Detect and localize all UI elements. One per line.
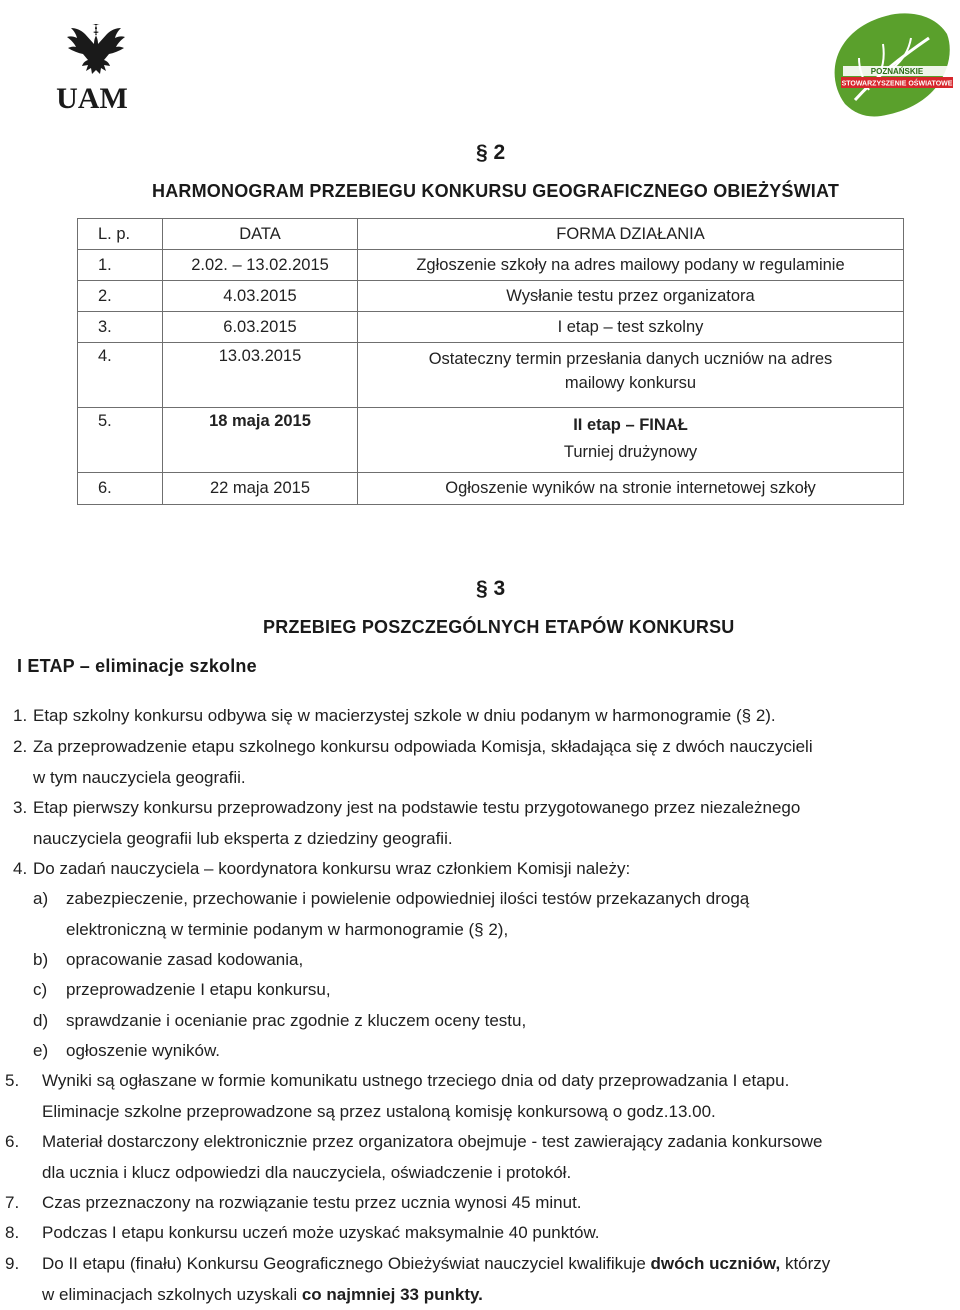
item-number: 6. xyxy=(5,1127,19,1158)
row-form: Zgłoszenie szkoły na adres mailowy podany w regulaminie xyxy=(358,250,904,281)
item-number: 4. xyxy=(13,854,27,885)
table-row xyxy=(78,312,904,343)
item-text-bold: co najmniej 33 punkty. xyxy=(302,1285,483,1304)
logo-line2: STOWARZYSZENIE OŚWIATOWE xyxy=(842,79,953,88)
table-row xyxy=(78,408,904,473)
row-date: 22 maja 2015 xyxy=(163,473,358,505)
row-form-final xyxy=(358,408,904,473)
poznanskie-stowarzyszenie-logo xyxy=(825,8,955,126)
item-text-part: którzy xyxy=(780,1254,830,1273)
row-date: 6.03.2015 xyxy=(163,312,358,343)
item-text-part: Do II etapu (finału) Konkursu Geograficznego Obieżyświat nauczyciel kwalifikuje xyxy=(42,1254,651,1273)
row-form-sub: Turniej drużynowy xyxy=(366,439,895,466)
uam-logo-text: UAM xyxy=(56,82,128,114)
table-row xyxy=(78,250,904,281)
sub-item-letter: c) xyxy=(33,975,47,1006)
table-header-row xyxy=(78,219,904,250)
item-number: 2. xyxy=(13,732,27,763)
table-row xyxy=(78,281,904,312)
sub-item-text: sprawdzanie i ocenianie prac zgodnie z kluczem oceny testu, xyxy=(66,1006,526,1037)
item-number: 5. xyxy=(5,1066,19,1097)
header-date: DATA xyxy=(163,219,358,250)
logo-line1: POZNAŃSKIE xyxy=(871,67,924,76)
item-number: 1. xyxy=(13,701,27,732)
row-form: II etap – FINAŁ xyxy=(366,412,895,439)
row-form: I etap – test szkolny xyxy=(358,312,904,343)
header-lp: L. p. xyxy=(78,219,163,250)
header-form: FORMA DZIAŁANIA xyxy=(358,219,904,250)
item-text: Materiał dostarczony elektronicznie przez organizatora obejmuje - test zawierający zadania konkursowe xyxy=(42,1127,823,1158)
sub-item-text: opracowanie zasad kodowania, xyxy=(66,945,303,976)
item-text-cont xyxy=(42,1280,483,1310)
row-form: Ostateczny termin przesłania danych uczniów na adres mailowy konkursu xyxy=(358,343,904,408)
item-number: 8. xyxy=(5,1218,19,1249)
row-date: 4.03.2015 xyxy=(163,281,358,312)
sub-item-letter: b) xyxy=(33,945,48,976)
row-date: 13.03.2015 xyxy=(163,343,358,408)
section-2-title: HARMONOGRAM PRZEBIEGU KONKURSU GEOGRAFICZNEGO OBIEŻYŚWIAT xyxy=(152,181,839,202)
sub-item-text: przeprowadzenie I etapu konkursu, xyxy=(66,975,331,1006)
item-text: Etap pierwszy konkursu przeprowadzony jest na podstawie testu przygotowanego przez niezależnego xyxy=(33,793,800,824)
row-form: Ogłoszenie wyników na stronie internetowej szkoły xyxy=(358,473,904,505)
item-text-cont: w tym nauczyciela geografii. xyxy=(33,763,246,794)
row-lp: 3. xyxy=(78,312,163,343)
row-lp: 2. xyxy=(78,281,163,312)
item-text-cont: Eliminacje szkolne przeprowadzone są przez ustaloną komisję konkursową o godz.13.00. xyxy=(42,1097,716,1128)
item-text-cont: nauczyciela geografii lub eksperta z dziedziny geografii. xyxy=(33,824,453,855)
table-row xyxy=(78,343,904,408)
row-form: Wysłanie testu przez organizatora xyxy=(358,281,904,312)
row-lp: 6. xyxy=(78,473,163,505)
item-text xyxy=(42,1249,830,1280)
row-lp: 5. xyxy=(78,408,163,473)
uam-logo xyxy=(50,18,134,114)
stage-title: I ETAP – eliminacje szkolne xyxy=(17,656,257,677)
item-text-bold: dwóch uczniów, xyxy=(651,1254,781,1273)
row-lp: 4. xyxy=(78,343,163,408)
item-number: 3. xyxy=(13,793,27,824)
item-text: Za przeprowadzenie etapu szkolnego konkursu odpowiada Komisja, składająca się z dwóch nauczycieli xyxy=(33,732,813,763)
row-lp: 1. xyxy=(78,250,163,281)
sub-item-letter: a) xyxy=(33,884,48,915)
row-date: 2.02. – 13.02.2015 xyxy=(163,250,358,281)
sub-item-letter: d) xyxy=(33,1006,48,1037)
item-text: Do zadań nauczyciela – koordynatora konkursu wraz członkiem Komisji należy: xyxy=(33,854,630,885)
item-text: Czas przeznaczony na rozwiązanie testu przez ucznia wynosi 45 minut. xyxy=(42,1188,582,1219)
table-row xyxy=(78,473,904,505)
section-3-mark: § 3 xyxy=(476,577,505,601)
item-text: Etap szkolny konkursu odbywa się w macierzystej szkole w dniu podanym w harmonogramie (§ 2). xyxy=(33,701,776,732)
sub-item-text: ogłoszenie wyników. xyxy=(66,1036,220,1067)
sub-item-text-cont: elektroniczną w terminie podanym w harmonogramie (§ 2), xyxy=(66,915,508,946)
section-3-title: PRZEBIEG POSZCZEGÓLNYCH ETAPÓW KONKURSU xyxy=(263,617,735,638)
section-2-mark: § 2 xyxy=(476,141,505,165)
item-number: 9. xyxy=(5,1249,19,1280)
item-text: Podczas I etapu konkursu uczeń może uzyskać maksymalnie 40 punktów. xyxy=(42,1218,600,1249)
sub-item-letter: e) xyxy=(33,1036,48,1067)
row-date: 18 maja 2015 xyxy=(163,408,358,473)
item-text-part: w eliminacjach szkolnych uzyskali xyxy=(42,1285,302,1304)
item-text-cont: dla ucznia i klucz odpowiedzi dla nauczyciela, oświadczenie i protokół. xyxy=(42,1158,571,1189)
sub-item-text: zabezpieczenie, przechowanie i powielenie odpowiedniej ilości testów przekazanych drogą xyxy=(66,884,749,915)
item-text: Wyniki są ogłaszane w formie komunikatu ustnego trzeciego dnia od daty przeprowadzania I etapu. xyxy=(42,1066,789,1097)
item-number: 7. xyxy=(5,1188,19,1219)
schedule-table xyxy=(77,218,904,505)
